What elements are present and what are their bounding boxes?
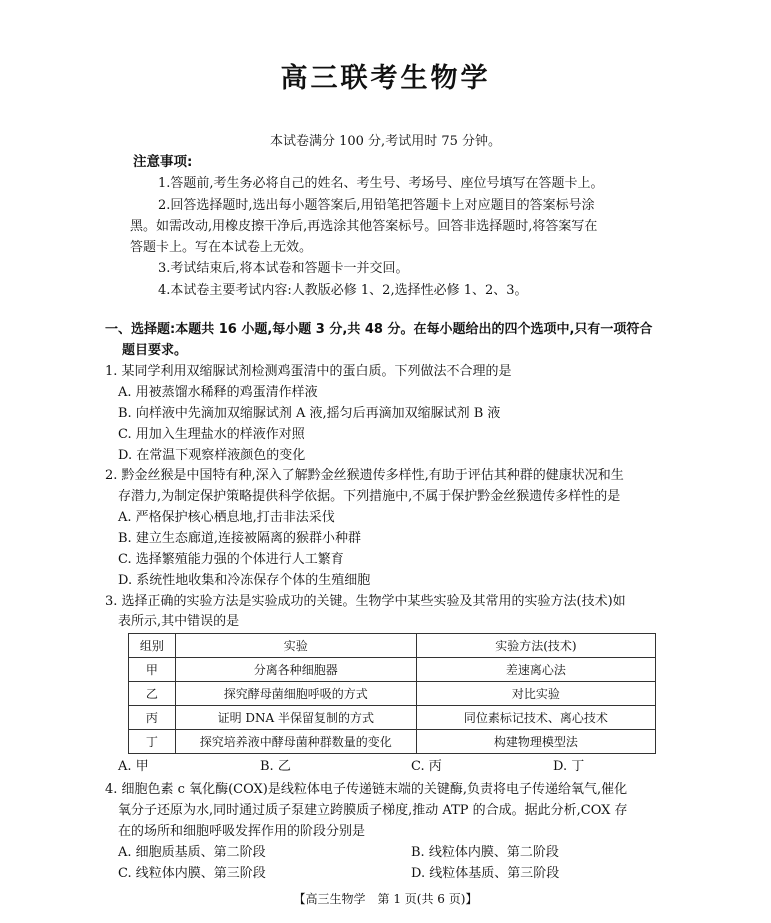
- option-b: B. 建立生态廊道,连接被隔离的猴群小种群: [118, 531, 361, 546]
- question-stem: 1. 某同学利用双缩脲试剂检测鸡蛋清中的蛋白质。下列做法不合理的是: [105, 364, 512, 379]
- question-stem-cont: 存潜力,为制定保护策略提供科学依据。下列措施中,不属于保护黔金丝猴遗传多样性的是: [118, 489, 621, 504]
- option-c: C. 丙: [411, 759, 442, 774]
- page-title: 高三联考生物学: [280, 63, 491, 94]
- option-a: A. 甲: [118, 759, 149, 774]
- table-row: [129, 730, 656, 754]
- page-footer: 【高三生物学 第 1 页(共 6 页)】: [293, 892, 478, 906]
- notice-heading: 注意事项:: [133, 154, 193, 170]
- section-heading-cont: 题目要求。: [122, 343, 188, 358]
- table-header: 组别: [129, 634, 176, 658]
- table-cell: 探究培养液中酵母菌种群数量的变化: [175, 730, 416, 754]
- notice-line: 黑。如需改动,用橡皮擦干净后,再选涂其他答案标号。回答非选择题时,将答案写在: [130, 219, 598, 234]
- exam-info: 本试卷满分 100 分,考试用时 75 分钟。: [269, 134, 502, 149]
- notice-line: 1.答题前,考生务必将自己的姓名、考生号、考场号、座位号填写在答题卡上。: [158, 176, 604, 191]
- section-heading: 一、选择题:本题共 16 小题,每小题 3 分,共 48 分。在每小题给出的四个选项中,只有一项符合: [105, 322, 653, 337]
- table-cell: 丁: [129, 730, 176, 754]
- table-cell: 对比实验: [416, 682, 655, 706]
- table-cell: 差速离心法: [416, 658, 655, 682]
- option-d: D. 线粒体基质、第三阶段: [411, 866, 560, 881]
- table-header-row: [129, 634, 656, 658]
- option-d: D. 丁: [553, 759, 585, 774]
- table-cell: 分离各种细胞器: [175, 658, 416, 682]
- table-cell: 丙: [129, 706, 176, 730]
- notice-line: 答题卡上。写在本试卷上无效。: [130, 240, 313, 255]
- table-cell: 构建物理模型法: [416, 730, 655, 754]
- question-stem: 2. 黔金丝猴是中国特有种,深入了解黔金丝猴遗传多样性,有助于评估其种群的健康状况和生: [105, 468, 624, 483]
- option-d: D. 在常温下观察样液颜色的变化: [118, 448, 306, 463]
- question-stem: 4. 细胞色素 c 氧化酶(COX)是线粒体电子传递链末端的关键酶,负责将电子传递给氧气,催化: [105, 782, 628, 797]
- notice-line: 3.考试结束后,将本试卷和答题卡一并交回。: [158, 261, 409, 276]
- table-cell: 探究酵母菌细胞呼吸的方式: [175, 682, 416, 706]
- notice-line: 4.本试卷主要考试内容:人教版必修 1、2,选择性必修 1、2、3。: [158, 283, 528, 298]
- table-cell: 甲: [129, 658, 176, 682]
- option-a: A. 用被蒸馏水稀释的鸡蛋清作样液: [118, 385, 318, 400]
- option-c: C. 用加入生理盐水的样液作对照: [118, 427, 305, 442]
- option-c: C. 线粒体内膜、第三阶段: [118, 866, 266, 881]
- table-header: 实验: [175, 634, 416, 658]
- table-row: [129, 682, 656, 706]
- option-b: B. 向样液中先滴加双缩脲试剂 A 液,摇匀后再滴加双缩脲试剂 B 液: [118, 406, 501, 421]
- option-a: A. 严格保护核心栖息地,打击非法采伐: [118, 510, 335, 525]
- table-cell: 证明 DNA 半保留复制的方式: [175, 706, 416, 730]
- table-header: 实验方法(技术): [416, 634, 655, 658]
- table-cell: 乙: [129, 682, 176, 706]
- option-c: C. 选择繁殖能力强的个体进行人工繁育: [118, 552, 344, 567]
- option-a: A. 细胞质基质、第二阶段: [118, 845, 266, 860]
- option-b: B. 线粒体内膜、第二阶段: [411, 845, 559, 860]
- question-stem-cont: 表所示,其中错误的是: [118, 614, 240, 629]
- table-row: [129, 706, 656, 730]
- option-b: B. 乙: [260, 759, 291, 774]
- table-row: [129, 658, 656, 682]
- notice-line: 2.回答选择题时,选出每小题答案后,用铅笔把答题卡上对应题目的答案标号涂: [158, 198, 595, 213]
- question-stem-cont: 在的场所和细胞呼吸发挥作用的阶段分别是: [118, 824, 366, 839]
- experiment-table: [128, 633, 656, 754]
- table-cell: 同位素标记技术、离心技术: [416, 706, 655, 730]
- option-d: D. 系统性地收集和冷冻保存个体的生殖细胞: [118, 573, 371, 588]
- question-stem-cont: 氧分子还原为水,同时通过质子泵建立跨膜质子梯度,推动 ATP 的合成。据此分析,COX 存: [118, 803, 628, 818]
- question-stem: 3. 选择正确的实验方法是实验成功的关键。生物学中某些实验及其常用的实验方法(技术)如: [105, 594, 626, 609]
